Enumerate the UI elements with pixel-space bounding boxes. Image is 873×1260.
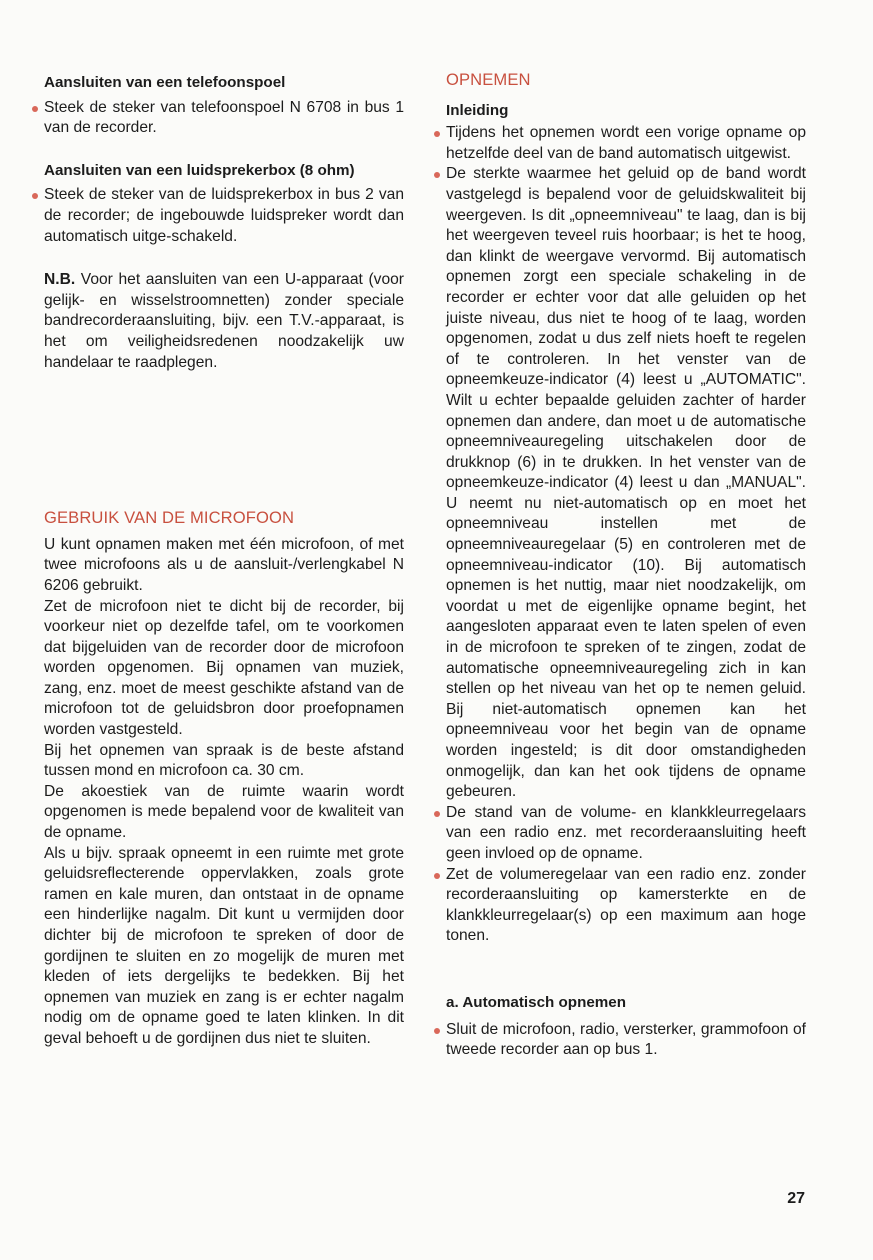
microfoon-paragraph: Zet de microfoon niet te dicht bij de recorder, bij voorkeur niet op dezelfde tafel, om te voorkomen dat bijgeluiden van de recorder door de microfoon worden opgenomen. Bij opnamen van muziek, zang, enz. moet de meest geschikte afstand van de microfoon tot de geluidsbron door proefopnamen worden vastgesteld. (44, 597, 404, 739)
automatisch-opnemen-bullet: Sluit de microfoon, radio, versterker, grammofoon of tweede recorder aan op bus 1. (432, 1020, 806, 1061)
bullet-icon (434, 811, 440, 817)
bullet-icon (434, 873, 440, 879)
microfoon-section-title: GEBRUIK VAN DE MICROFOON (44, 508, 295, 528)
page-number: 27 (787, 1190, 805, 1207)
bullet-icon (32, 193, 38, 199)
microfoon-paragraph: De akoestiek van de ruimte waarin wordt opgenomen is mede bepalend voor de kwaliteit van de opname. (44, 782, 404, 842)
microfoon-paragraph: Als u bijv. spraak opneemt in een ruimte met grote geluidsreflecterende oppervlakken, zoals grote ramen en kale muren, dan ontstaat in de opname een hinderlijke nagalm. Dit kunt u vermijden door dichter bij de microfoon te spreken of door de gordijnen te sluiten en zo mogelijk de muren met kleden of iets dergelijks te bedekken. Bij het opnemen van muziek en zang is er echter nagalm nodig om de opname goed te laten klinken. In dit geval behoeft u de gordijnen dus niet te sluiten. (44, 844, 404, 1047)
inleiding-heading: Inleiding (446, 101, 509, 119)
inleiding-bullet: Tijdens het opnemen wordt een vorige opname op hetzelfde deel van de band automatisch uitgewist. (432, 123, 806, 164)
nb-text: Voor het aansluiten van een U-apparaat (voor gelijk- en wisselstroomnetten) zonder speciale bandrecorderaansluiting, bijv. een T.V.-apparaat, is het om veiligheidsredenen noodzakelijk uw handelaar te raadplegen. (44, 271, 404, 371)
inleiding-bullet: Zet de volumeregelaar van een radio enz. zonder recorderaansluiting op kamersterkte en de klankkleurregelaar(s) op een maximum aan hoge tonen. (432, 865, 806, 947)
opnemen-section-title: OPNEMEN (446, 70, 531, 89)
telefoonspoel-heading: Aansluiten van een telefoonspoel (44, 74, 286, 91)
microfoon-paragraph: U kunt opnamen maken met één microfoon, of met twee microfoons als u de aansluit-/verlengkabel N 6206 gebruikt. (44, 535, 404, 594)
inleiding-bullet: De sterkte waarmee het geluid op de band wordt vastgelegd is bepalend voor de geluidskwaliteit bij weergeven. Is dit „opneemniveau" te laag, dan is bij het weergeven teveel ruis hoorbaar; is het te hoog, dan klinkt de weergave vervormd. Bij automatisch opnemen zorgt een speciale schakeling in de recorder er echter voor dat alle geluiden op het juiste niveau, dus niet te hoog of te laag, worden opgenomen, zodat u dus zelf niets hoeft te regelen of te controleren. In het venster van de opneemkeuze-indicator (4) leest u „AUTOMATIC". Wilt u echter bepaalde geluiden zachter of harder opnemen dan andere, dan moet u de automatische opneemniveauregeling uitschakelen door de drukknop (6) in te drukken. In het venster van de opneemkeuze-indicator (4) leest u dan „MANUAL". U neemt nu niet-automatisch op en moet het opneemniveau instellen met de opneemniveauregelaar (5) en controleren met de opneemniveau-indicator (10). Bij automatisch opnemen is het nuttig, maar niet noodzakelijk, om voordat u met de eigenlijke opname begint, het aangesloten apparaat even te laten spelen of even in de microfoon te spreken of te zingen, zodat de automatische opneemniveauregeling zich in kan stellen op het niveau van het op te nemen geluid. Bij niet-automatisch opnemen kan het opneemniveau voor het begin van de opname worden ingesteld; is dit door omstandigheden onmogelijk, dan kan het ook tijdens de opname gebeuren. (432, 164, 806, 802)
luidsprekerbox-heading: Aansluiten van een luidsprekerbox (8 ohm) (44, 161, 355, 179)
telefoonspoel-bullet: Steek de steker van telefoonspoel N 6708 in bus 1 van de recorder. (30, 98, 404, 139)
microfoon-paragraph: Bij het opnemen van spraak is de beste afstand tussen mond en microfoon ca. 30 cm. (44, 741, 404, 780)
left-column (44, 0, 404, 1050)
microfoon-body (44, 535, 404, 1050)
luidsprekerbox-bullet: Steek de steker van de luidsprekerbox in bus 2 van de recorder; de ingebouwde luidspreker wordt dan automatisch uitge-schakeld. (30, 185, 404, 247)
automatisch-opnemen-heading: a. Automatisch opnemen (446, 993, 627, 1011)
bullet-icon (434, 131, 440, 137)
inleiding-bullet: De stand van de volume- en klankkleurregelaars van een radio enz. met recorderaansluiting heeft geen invloed op de opname. (432, 803, 806, 865)
nb-label: N.B. (44, 271, 76, 289)
bullet-icon (32, 106, 38, 112)
bullet-icon (434, 172, 440, 178)
right-column (446, 0, 806, 1061)
nb-paragraph (44, 270, 404, 373)
bullet-icon (434, 1028, 440, 1034)
